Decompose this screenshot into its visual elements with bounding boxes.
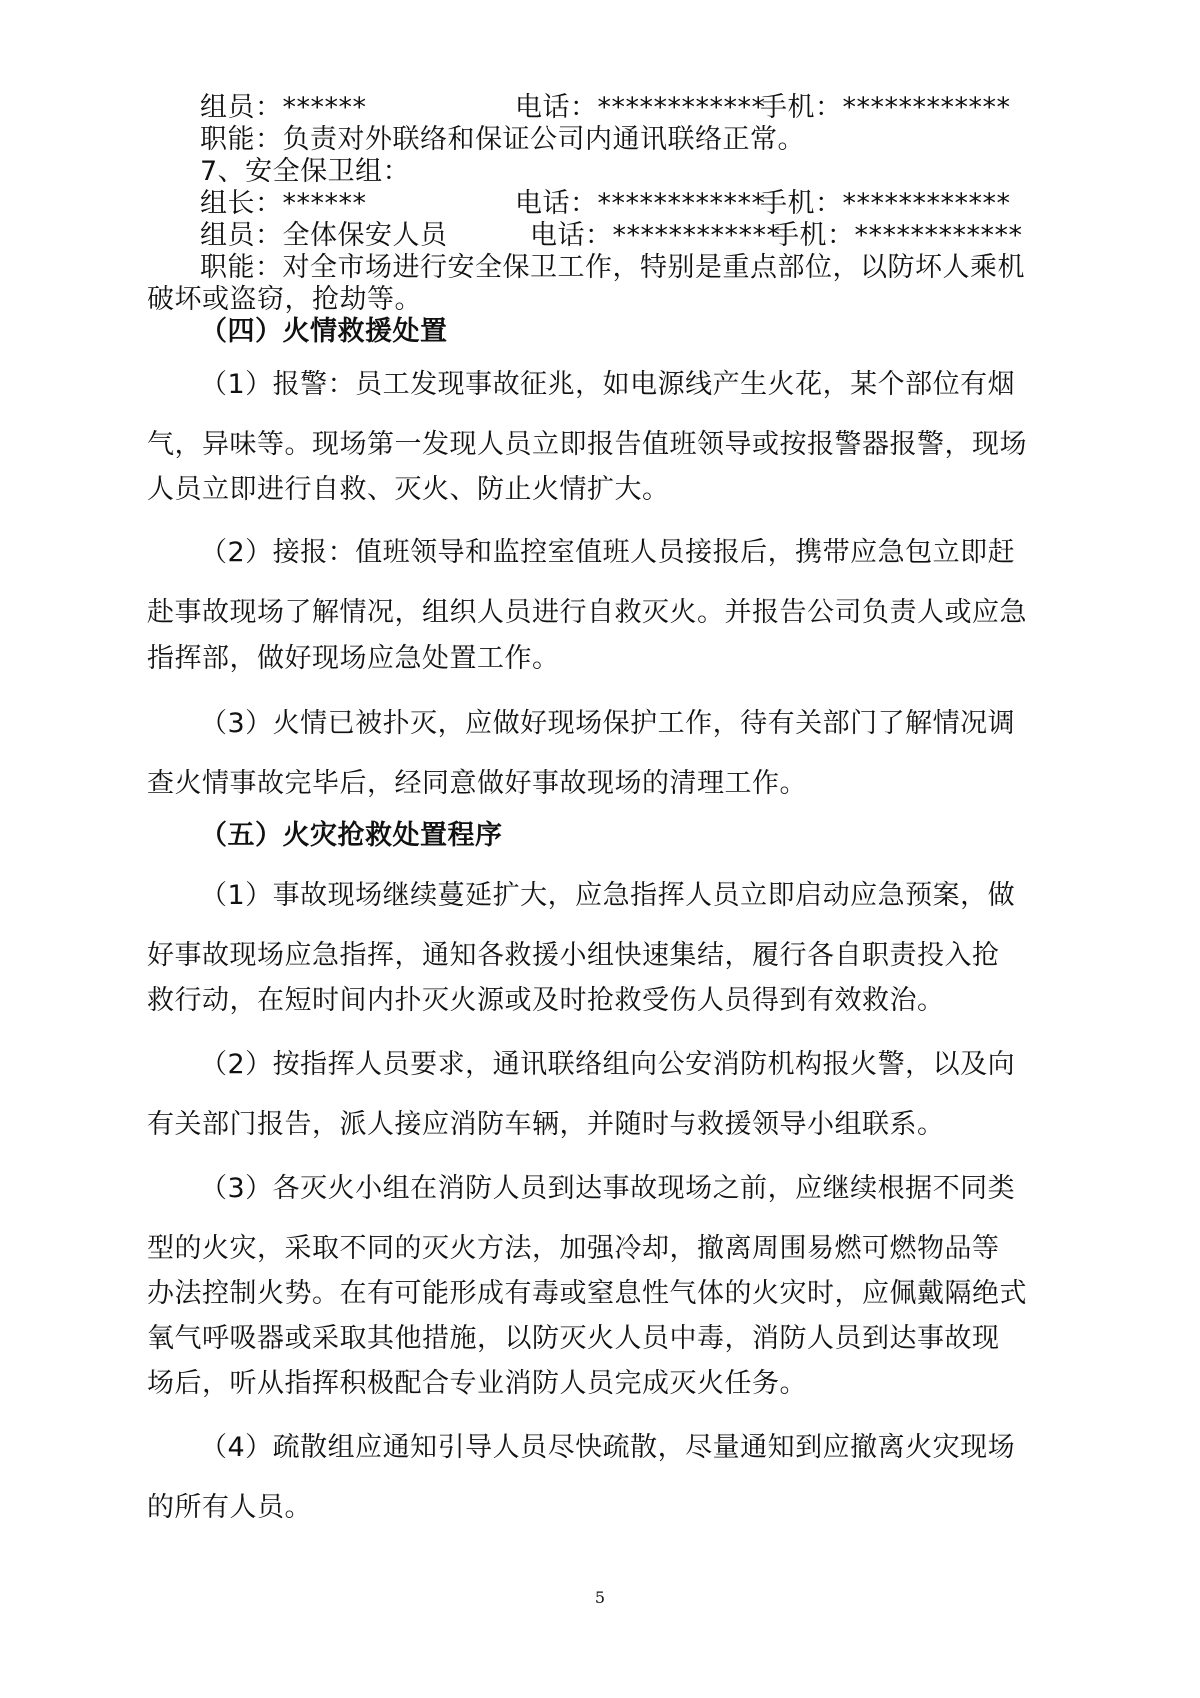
section-5-heading: （五）火灾抢救处置程序 [200, 820, 503, 851]
s4-p1-line1: （1）报警：员工发现事故征兆，如电源线产生火花，某个部位有烟 [200, 369, 1016, 400]
s5-p3-line1: （3）各灭火小组在消防人员到达事故现场之前，应继续根据不同类 [200, 1173, 1016, 1204]
member-mobile: 手机：************ [772, 220, 1023, 251]
s5-p1-line2: 好事故现场应急指挥，通知各救援小组快速集结，履行各自职责投入抢 [147, 940, 1000, 971]
member-name: 组员：全体保安人员 [200, 220, 448, 251]
leader-mobile: 手机：************ [760, 188, 1011, 219]
leader-phone: 电话：************ [515, 188, 766, 219]
s5-p4-line1: （4）疏散组应通知引导人员尽快疏散，尽量通知到应撤离火灾现场 [200, 1432, 1016, 1463]
section-4-heading: （四）火情救援处置 [200, 316, 448, 347]
duty-security-line1: 职能：对全市场进行安全保卫工作，特别是重点部位，以防坏人乘机 [200, 252, 1025, 283]
s4-p2-line3: 指挥部，做好现场应急处置工作。 [147, 643, 560, 674]
s5-p1-line1: （1）事故现场继续蔓延扩大，应急指挥人员立即启动应急预案，做 [200, 880, 1016, 911]
s4-p1-line2: 气，异味等。现场第一发现人员立即报告值班领导或按报警器报警，现场 [147, 429, 1027, 460]
s4-p3-line2: 查火情事故完毕后，经同意做好事故现场的清理工作。 [147, 768, 807, 799]
leader-name: 组长：****** [200, 188, 367, 219]
s4-p3-line1: （3）火情已被扑灭，应做好现场保护工作，待有关部门了解情况调 [200, 708, 1016, 739]
duty-security-line2: 破坏或盗窃，抢劫等。 [147, 284, 422, 315]
member-mobile: 手机：************ [760, 92, 1011, 123]
page-number: 5 [594, 1588, 606, 1607]
s4-p2-line2: 赴事故现场了解情况，组织人员进行自救灭火。并报告公司负责人或应急 [147, 597, 1027, 628]
s4-p1-line3: 人员立即进行自救、灭火、防止火情扩大。 [147, 474, 670, 505]
s5-p1-line3: 救行动，在短时间内扑灭火源或及时抢救受伤人员得到有效救治。 [147, 985, 945, 1016]
member-phone: 电话：************ [515, 92, 766, 123]
s5-p3-line5: 场后，听从指挥积极配合专业消防人员完成灭火任务。 [147, 1368, 807, 1399]
member-name: 组员：****** [200, 92, 367, 123]
s4-p2-line1: （2）接报：值班领导和监控室值班人员接报后，携带应急包立即赶 [200, 537, 1016, 568]
s5-p3-line4: 氧气呼吸器或采取其他措施，以防灭火人员中毒，消防人员到达事故现 [147, 1323, 1000, 1354]
duty-comms: 职能：负责对外联络和保证公司内通讯联络正常。 [200, 124, 805, 155]
s5-p3-line3: 办法控制火势。在有可能形成有毒或窒息性气体的火灾时，应佩戴隔绝式 [147, 1278, 1027, 1309]
group-7-title: 7、安全保卫组： [200, 156, 411, 187]
member-phone: 电话：************ [530, 220, 781, 251]
s5-p3-line2: 型的火灾，采取不同的灭火方法，加强冷却，撤离周围易燃可燃物品等 [147, 1233, 1000, 1264]
s5-p2-line1: （2）按指挥人员要求，通讯联络组向公安消防机构报火警，以及向 [200, 1049, 1016, 1080]
s5-p2-line2: 有关部门报告，派人接应消防车辆，并随时与救援领导小组联系。 [147, 1109, 945, 1140]
s5-p4-line2: 的所有人员。 [147, 1492, 312, 1523]
